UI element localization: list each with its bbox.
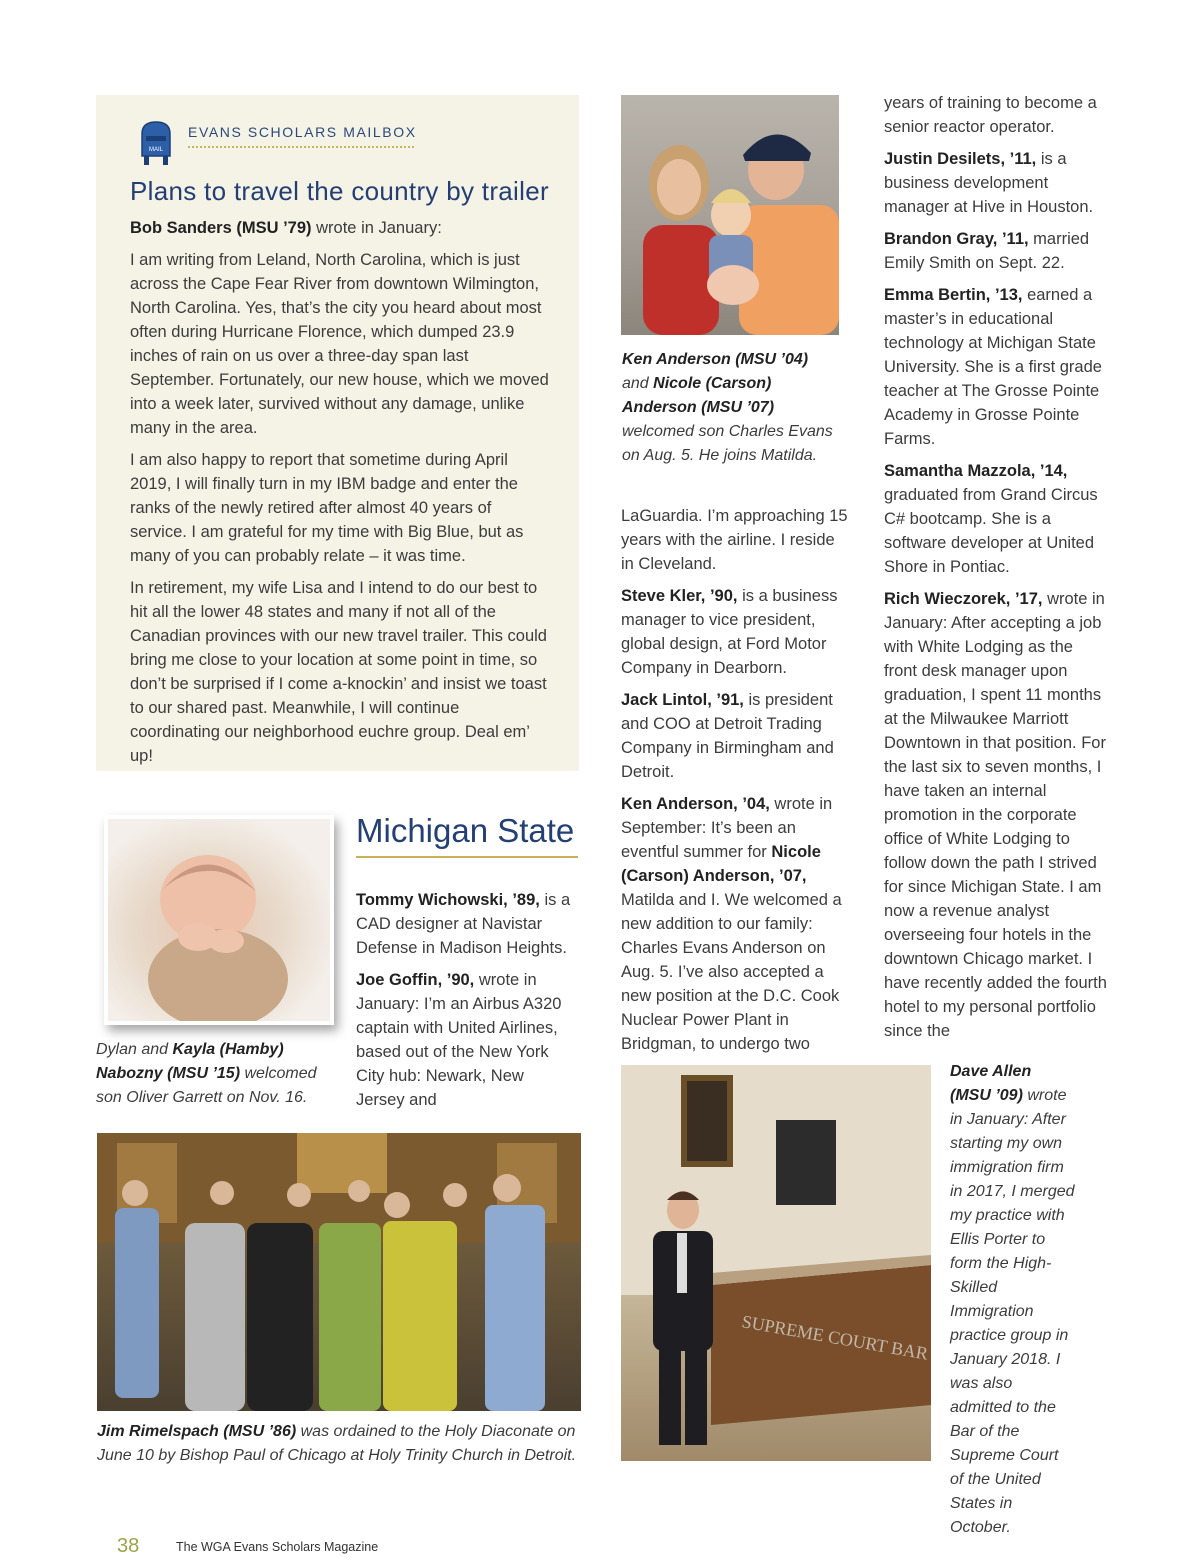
family-photo-caption: Ken Anderson (MSU ’04) and Nicole (Carson) Anderson (MSU ’07) welcomed son Charles Evans on Aug. 5. He joins Matilda.	[622, 351, 833, 464]
letter-paragraph: I am writing from Leland, North Carolina, which is just across the Cape Fear River from downtown Wilmington, North Carolina. Yes, that’s the city you heard about most often during Hurricane Florence, which dumped 23.9 inches of rain on us over a three-day span last September. Fortunately, our new house, which we moved into a week later, survived without any damage, unlike many in the area.	[130, 251, 549, 437]
baby-photo-caption: Dylan and Kayla (Hamby) Nabozny (MSU ’15) welcomed son Oliver Garrett on Nov. 16.	[96, 1041, 317, 1106]
supreme-court-photo	[621, 1065, 931, 1461]
news-item: years of training to become a senior reactor operator.	[884, 94, 1097, 136]
michigan-state-column-1	[356, 888, 571, 1120]
news-item: Emma Bertin, ’13, earned a master’s in educational technology at Michigan State University. She is a first grade teacher at The Grosse Pointe Academy in Grosse Pointe Farms.	[884, 286, 1102, 448]
news-item: Rich Wieczorek, ’17, wrote in January: After accepting a job with White Lodging as the front desk manager upon graduation, I spent 11 months at the Milwaukee Marriott Downtown in that position. For the last six to seven months, I have taken an internal promotion in the corporate office of White Lodging to follow down the path I strived for since Michigan State. I am now a revenue analyst overseeing four hotels in the downtown Chicago market. I have recently added the fourth hotel to my personal portfolio since the	[884, 590, 1107, 1040]
page-number: 38	[117, 1535, 140, 1557]
letter-paragraph: In retirement, my wife Lisa and I intend to do our best to hit all the lower 48 states and many if not all of the Canadian provinces with our new travel trailer. This could bring me close to your location at some point in time, so don’t be surprised if I come a-knockin’ and insist we toast to our shared past. Meanwhile, I will continue coordinating our neighborhood euchre group. Deal em’ up!	[130, 579, 547, 765]
letter-intro: Bob Sanders (MSU ’79) wrote in January:	[130, 219, 442, 237]
section-title: Michigan State	[356, 812, 575, 849]
court-photo-caption: Dave Allen (MSU ’09) wrote in January: After starting my own immigration firm in 2017, I merged my practice with Ellis Porter to form the High-Skilled Immigration practice group in January 2018. I was also admitted to the Bar of the Supreme Court of the United States in October.	[950, 1063, 1075, 1536]
mailbox-label: EVANS SCHOLARS MAILBOX	[188, 124, 417, 140]
michigan-state-column-3	[884, 91, 1110, 1051]
mailbox-divider	[188, 146, 414, 148]
news-item: Samantha Mazzola, ’14, graduated from Grand Circus C# bootcamp. She is a software developer at United Shore in Pontiac.	[884, 462, 1098, 576]
news-item: Jack Lintol, ’91, is president and COO at Detroit Trading Company in Birmingham and Detroit.	[621, 691, 834, 781]
baby-photo	[108, 819, 330, 1021]
author-name: Bob Sanders (MSU ’79)	[130, 219, 312, 237]
mailbox-icon	[138, 120, 174, 166]
svg-text:MAIL: MAIL	[148, 147, 164, 153]
mailbox-letter	[130, 216, 550, 776]
section-rule	[356, 856, 578, 858]
news-item: Justin Desilets, ’11, is a business development manager at Hive in Houston.	[884, 150, 1094, 216]
church-photo	[97, 1133, 581, 1411]
news-item: Tommy Wichowski, ’89, is a CAD designer at Navistar Defense in Madison Heights.	[356, 891, 571, 957]
letter-paragraph: I am also happy to report that sometime during April 2019, I will finally turn in my IBM badge and enter the ranks of the newly retired after almost 40 years of service. I am grateful for my time with Big Blue, but as many of you can probably relate – it was time.	[130, 451, 524, 565]
news-item: Steve Kler, ’90, is a business manager to vice president, global design, at Ford Motor Company in Dearborn.	[621, 587, 838, 677]
magazine-title: The WGA Evans Scholars Magazine	[176, 1540, 379, 1554]
church-photo-caption: Jim Rimelspach (MSU ’86) was ordained to the Holy Diaconate on June 10 by Bishop Paul of Chicago at Holy Trinity Church in Detroit.	[97, 1423, 577, 1464]
news-item: Brandon Gray, ’11, married Emily Smith on Sept. 22.	[884, 230, 1090, 272]
mailbox-title: Plans to travel the country by trailer	[130, 176, 549, 206]
news-item: Ken Anderson, ’04, wrote in September: It’s been an eventful summer for Nicole (Carson) Anderson, ’07, Matilda and I. We welcomed a new addition to our family: Charles Evans Anderson on Aug. 5. I’ve also accepted a new position at the D.C. Cook Nuclear Power Plant in Bridgman, to undergo two	[621, 795, 842, 1053]
news-item: Joe Goffin, ’90, wrote in January: I’m an Airbus A320 captain with United Airlines, based out of the New York City hub: Newark, New Jersey and	[356, 971, 562, 1109]
news-item: LaGuardia. I’m approaching 15 years with the airline. I reside in Cleveland.	[621, 507, 848, 573]
svg-text:SUPREME COURT BAR: SUPREME COURT BAR	[740, 1311, 930, 1364]
michigan-state-column-2	[621, 504, 849, 1064]
family-photo	[621, 95, 839, 335]
